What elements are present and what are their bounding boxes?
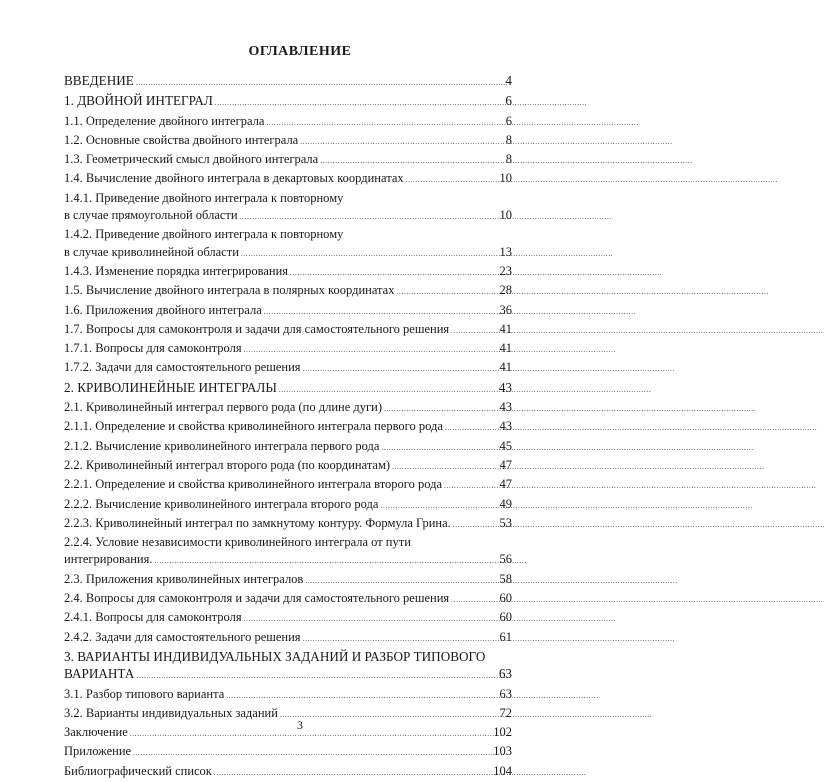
dot-leader <box>226 686 497 705</box>
dot-leader <box>300 132 504 151</box>
toc-entry-page: 58 <box>499 571 512 586</box>
dot-leader <box>406 170 498 189</box>
toc-entry-title: 3.2. Варианты индивидуальных заданий <box>64 705 278 720</box>
toc-entry <box>64 226 512 263</box>
toc-entry-page: 41 <box>499 321 512 336</box>
dot-leader <box>133 743 491 762</box>
toc-entry-title: 1.3. Геометрический смысл двойного интеграла <box>64 152 319 167</box>
toc-entry-title: 1.7.1. Вопросы для самоконтроля <box>64 341 242 356</box>
toc-entry <box>64 302 512 321</box>
toc-entry-page: 10 <box>499 208 512 223</box>
toc-entry-title: 2.4.2. Задачи для самостоятельного решения <box>64 629 301 644</box>
toc-entry <box>64 92 512 112</box>
toc-entry-page: 60 <box>499 610 512 625</box>
toc-entry <box>64 170 512 189</box>
toc-entry-page: 60 <box>499 591 512 606</box>
toc-entry <box>64 534 512 571</box>
toc-entry <box>64 438 512 457</box>
toc-entry-page: 10 <box>499 171 512 186</box>
toc-entry-title: 1.6. Приложения двойного интеграла <box>64 302 262 317</box>
toc-entry <box>64 590 512 609</box>
toc-entry <box>64 629 512 648</box>
dot-leader <box>290 263 497 282</box>
dot-leader <box>244 609 498 628</box>
toc-entry-page: 43 <box>499 400 512 415</box>
toc-entry <box>64 476 512 495</box>
toc-entry-title-continued: в случае криволинейной области <box>64 244 239 259</box>
toc-entry-page: 28 <box>499 283 512 298</box>
toc-entry-page: 8 <box>505 152 512 167</box>
toc-entry-title: 2.2. Криволинейный интеграл второго рода (по координатам) <box>64 457 391 472</box>
toc-entry-title: 1.7. Вопросы для самоконтроля и задачи для самостоятельного решения <box>64 321 450 336</box>
toc-entry-title-continued: в случае прямоугольной области <box>64 208 238 223</box>
toc-entry-page: 47 <box>499 477 512 492</box>
toc-entry-page: 56 <box>499 552 512 567</box>
dot-leader <box>396 282 497 301</box>
toc-entry <box>64 359 512 378</box>
toc-entry-title: 1.4. Вычисление двойного интеграла в декартовых координатах <box>64 171 404 186</box>
toc-entry-page: 41 <box>499 341 512 356</box>
toc-entry <box>64 457 512 476</box>
toc-entry-title-continued: ВАРИАНТА <box>64 666 135 682</box>
toc-entry-page: 72 <box>499 705 512 720</box>
toc-entry <box>64 72 512 92</box>
dot-leader <box>155 551 498 570</box>
toc-entry-page: 4 <box>505 73 512 88</box>
toc-entry <box>64 686 512 705</box>
toc-entry-title: 2.2.3. Криволинейный интеграл по замкнутому контуру. Формула Грина. <box>64 515 451 530</box>
toc-entry-title: 2.2.1. Определение и свойства криволинейного интеграла второго рода <box>64 477 442 492</box>
toc-entry-page: 49 <box>499 496 512 511</box>
dot-leader <box>214 763 491 782</box>
dot-leader <box>453 515 498 534</box>
toc-entry-page: 8 <box>505 132 512 147</box>
toc-entry <box>64 763 512 782</box>
toc-entry-page: 103 <box>493 744 512 759</box>
toc-entry-title: 1.5. Вычисление двойного интеграла в полярных координатах <box>64 283 395 298</box>
dot-leader <box>451 590 497 609</box>
dot-leader <box>392 457 497 476</box>
toc-entry <box>64 418 512 437</box>
dot-leader <box>384 399 498 418</box>
toc-entry-title: 3. ВАРИАНТЫ ИНДИВИДУАЛЬНЫХ ЗАДАНИЙ И РАЗБОР ТИПОВОГО <box>64 648 486 664</box>
toc-entry-title: 2.4. Вопросы для самоконтроля и задачи для самостоятельного решения <box>64 591 450 606</box>
toc-entry <box>64 113 512 132</box>
toc-entry-title: ВВЕДЕНИЕ <box>64 73 134 88</box>
dot-leader <box>264 302 498 321</box>
toc-entry-title: Библиографический список <box>64 763 212 778</box>
dot-leader <box>136 665 496 685</box>
toc-entry <box>64 321 512 340</box>
dot-leader <box>451 321 497 340</box>
dot-leader <box>266 113 503 132</box>
toc-entry-title: 2.1. Криволинейный интеграл первого рода (по длине дуги) <box>64 400 382 415</box>
table-of-contents <box>64 72 512 782</box>
toc-entry-page: 6 <box>505 93 512 109</box>
toc-entry <box>64 151 512 170</box>
toc-entry-title: 3.1. Разбор типового варианта <box>64 686 225 701</box>
toc-entry-page: 43 <box>499 419 512 434</box>
toc-entry-page: 63 <box>498 666 512 682</box>
toc-entry-title: 1.4.2. Приведение двойного интеграла к повторному <box>64 227 344 242</box>
toc-entry-page: 6 <box>505 113 512 128</box>
dot-leader <box>445 418 498 437</box>
toc-entry-title: 1.7.2. Задачи для самостоятельного решения <box>64 360 301 375</box>
dot-leader <box>279 379 497 399</box>
toc-entry <box>64 132 512 151</box>
toc-entry-title: 2.2.4. Условие независимости криволинейного интеграла от пути <box>64 535 411 550</box>
toc-entry-page: 36 <box>499 302 512 317</box>
toc-entry <box>64 399 512 418</box>
toc-entry-title: 1. ДВОЙНОЙ ИНТЕГРАЛ <box>64 93 213 109</box>
toc-entry <box>64 609 512 628</box>
toc-entry-title: 1.1. Определение двойного интеграла <box>64 113 265 128</box>
toc-entry-title: 1.4.3. Изменение порядка интегрирования <box>64 263 289 278</box>
dot-leader <box>215 92 504 112</box>
toc-entry-page: 61 <box>499 629 512 644</box>
dot-leader <box>136 72 504 92</box>
toc-entry <box>64 263 512 282</box>
dot-leader <box>444 476 498 495</box>
toc-entry-title: 2.3. Приложения криволинейных интегралов <box>64 571 304 586</box>
dot-leader <box>381 438 497 457</box>
toc-entry-page: 104 <box>493 763 512 778</box>
dot-leader <box>244 340 498 359</box>
toc-entry <box>64 190 512 227</box>
toc-entry-page: 13 <box>499 244 512 259</box>
toc-entry <box>64 379 512 399</box>
toc-entry <box>64 282 512 301</box>
toc-entry-title: 2.2.2. Вычисление криволинейного интеграла второго рода <box>64 496 379 511</box>
toc-entry-page: 47 <box>499 457 512 472</box>
toc-entry-page: 53 <box>499 515 512 530</box>
dot-leader <box>380 496 497 515</box>
toc-entry-page: 63 <box>499 686 512 701</box>
toc-entry <box>64 571 512 590</box>
page-number: 3 <box>297 718 303 732</box>
toc-entry-page: 23 <box>499 263 512 278</box>
toc-entry-page: 45 <box>499 438 512 453</box>
toc-entry <box>64 496 512 515</box>
dot-leader <box>303 359 498 378</box>
toc-entry <box>64 743 512 762</box>
dot-leader <box>305 571 497 590</box>
toc-entry-title: 2. КРИВОЛИНЕЙНЫЕ ИНТЕГРАЛЫ <box>64 379 277 395</box>
dot-leader <box>320 151 504 170</box>
toc-entry <box>64 340 512 359</box>
page-title: ОГЛАВЛЕНИЕ <box>248 44 352 59</box>
toc-entry-title: 2.1.2. Вычисление криволинейного интеграла первого рода <box>64 438 380 453</box>
toc-entry-page: 102 <box>493 725 512 740</box>
toc-entry-title: Заключение <box>64 725 128 740</box>
dot-leader <box>240 207 498 226</box>
toc-entry-title: 2.4.1. Вопросы для самоконтроля <box>64 610 242 625</box>
toc-entry-title: 2.1.1. Определение и свойства криволинейного интеграла первого рода <box>64 419 443 434</box>
toc-entry-title: Приложение <box>64 744 132 759</box>
toc-entry <box>64 648 512 686</box>
toc-entry-title: 1.4.1. Приведение двойного интеграла к повторному <box>64 190 344 205</box>
dot-leader <box>241 244 498 263</box>
toc-entry-title: 1.2. Основные свойства двойного интеграла <box>64 132 299 147</box>
toc-entry-page: 43 <box>498 379 512 395</box>
toc-entry-title-continued: интегрирования. <box>64 552 153 567</box>
toc-entry-page: 41 <box>499 360 512 375</box>
toc-entry <box>64 515 512 534</box>
dot-leader <box>303 629 498 648</box>
